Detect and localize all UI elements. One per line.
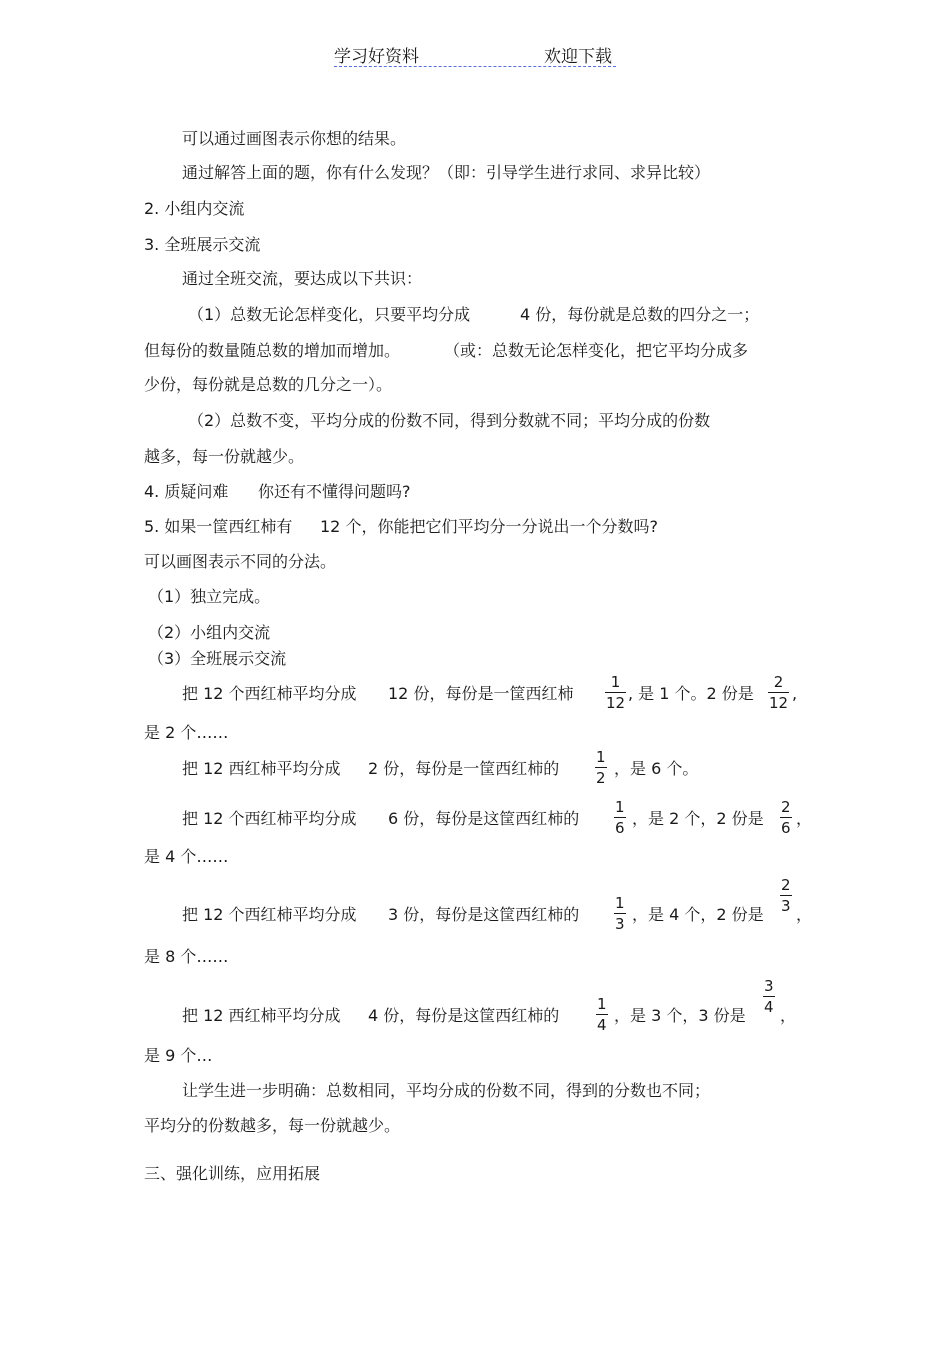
example-line: ， (796, 905, 813, 924)
paragraph-line: 可以通过画图表示你想的结果。 (182, 129, 407, 148)
section-heading: 5. 如果一筐西红柿有 (144, 517, 293, 536)
fraction (614, 798, 626, 837)
example-line: 是 2 个…… (144, 723, 229, 742)
fraction-bar (780, 895, 792, 896)
section-heading: 3. 全班展示交流 (144, 235, 261, 254)
fraction-bar (763, 996, 775, 997)
example-line: ，是 3 个，3 份是 (614, 1006, 746, 1025)
page-header (334, 42, 616, 67)
paragraph-line: 12 个，你能把它们平均分一分说出一个分数吗? (320, 517, 658, 536)
example-line: 把 12 西红柿平均分成 (182, 759, 341, 778)
example-line: 是 9 个… (144, 1046, 213, 1065)
paragraph-line: 让学生进一步明确：总数相同，平均分成的份数不同，得到的分数也不同； (182, 1081, 711, 1100)
fraction-denominator: 3 (615, 915, 625, 933)
fraction (768, 673, 789, 712)
paragraph-line: 通过全班交流，要达成以下共识： (182, 269, 423, 288)
paragraph-line: 平均分的份数越多，每一份就越少。 (144, 1116, 401, 1135)
fraction (595, 748, 607, 787)
example-line: , 是 1 个。2 份是 (628, 684, 754, 703)
example-line: 把 12 个西红柿平均分成 (182, 809, 357, 828)
paragraph-line: 你还有不懂得问题吗? (258, 482, 411, 501)
paragraph-line: 少份，每份就是总数的几分之一）。 (144, 375, 393, 394)
fraction-denominator: 4 (597, 1016, 607, 1034)
fraction-denominator: 12 (769, 694, 789, 712)
example-line: 4 份，每份是这筐西红柿的 (368, 1006, 560, 1025)
fraction-denominator: 6 (615, 819, 625, 837)
fraction-denominator: 4 (764, 998, 774, 1016)
fraction-bar (605, 692, 626, 693)
fraction-denominator: 3 (781, 897, 791, 915)
fraction (614, 894, 626, 933)
example-line: 把 12 西红柿平均分成 (182, 1006, 341, 1025)
list-item: （3）全班展示交流 (148, 649, 287, 668)
example-line: 2 份，每份是一筐西红柿的 (368, 759, 560, 778)
fraction (596, 995, 608, 1034)
example-line: 是 4 个…… (144, 847, 229, 866)
fraction-bar (768, 692, 789, 693)
section-heading: 4. 质疑问难 (144, 482, 229, 501)
paragraph-line: 可以画图表示不同的分法。 (144, 552, 337, 571)
example-line: 是 8 个…… (144, 947, 229, 966)
fraction-numerator: 2 (781, 798, 791, 816)
paragraph-line: 越多，每一份就越少。 (144, 447, 305, 466)
example-line: ， (780, 1006, 797, 1025)
fraction-denominator: 12 (606, 694, 626, 712)
example-line: ，是 2 个，2 份是 (632, 809, 764, 828)
fraction-bar (614, 817, 626, 818)
fraction (780, 876, 792, 915)
list-item: （2）小组内交流 (148, 623, 271, 642)
fraction-numerator: 2 (781, 876, 791, 894)
section-heading: 三、强化训练，应用拓展 (144, 1164, 321, 1183)
fraction-numerator: 2 (773, 673, 784, 691)
fraction-denominator: 2 (596, 769, 606, 787)
paragraph-line: （2）总数不变，平均分成的份数不同，得到分数就不同；平均分成的份数 (188, 411, 711, 430)
paragraph-line: 4 份，每份就是总数的四分之一； (520, 305, 760, 324)
example-line: , (792, 684, 798, 703)
fraction-numerator: 3 (764, 977, 774, 995)
example-line: 3 份，每份是这筐西红柿的 (388, 905, 580, 924)
fraction (763, 977, 775, 1016)
fraction (780, 798, 792, 837)
example-line: ， (796, 809, 813, 828)
example-line: 把 12 个西红柿平均分成 (182, 684, 357, 703)
header-left-text: 学习好资料 (334, 47, 419, 67)
paragraph-line: 但每份的数量随总数的增加而增加。 (144, 341, 401, 360)
fraction-bar (614, 913, 626, 914)
paragraph-line: 通过解答上面的题，你有什么发现？（即：引导学生进行求同、求异比较） (182, 163, 711, 182)
fraction-numerator: 1 (597, 995, 607, 1013)
fraction-numerator: 1 (596, 748, 606, 766)
example-line: ，是 4 个，2 份是 (632, 905, 764, 924)
example-line: 把 12 个西红柿平均分成 (182, 905, 357, 924)
fraction-numerator: 1 (615, 798, 625, 816)
example-line: ，是 6 个。 (614, 759, 699, 778)
fraction-bar (596, 1014, 608, 1015)
fraction-numerator: 1 (615, 894, 625, 912)
section-heading: 2. 小组内交流 (144, 199, 245, 218)
paragraph-line: （1）总数无论怎样变化，只要平均分成 (188, 305, 471, 324)
paragraph-line: （或：总数无论怎样变化，把它平均分成多 (444, 341, 749, 360)
example-line: 6 份，每份是这筐西红柿的 (388, 809, 580, 828)
fraction-numerator: 1 (610, 673, 621, 691)
fraction-bar (595, 767, 607, 768)
fraction (605, 673, 626, 712)
header-right-text: 欢迎下载 (544, 47, 612, 67)
example-line: 12 份，每份是一筐西红柿 (388, 684, 574, 703)
fraction-bar (780, 817, 792, 818)
list-item: （1）独立完成。 (148, 587, 271, 606)
fraction-denominator: 6 (781, 819, 791, 837)
